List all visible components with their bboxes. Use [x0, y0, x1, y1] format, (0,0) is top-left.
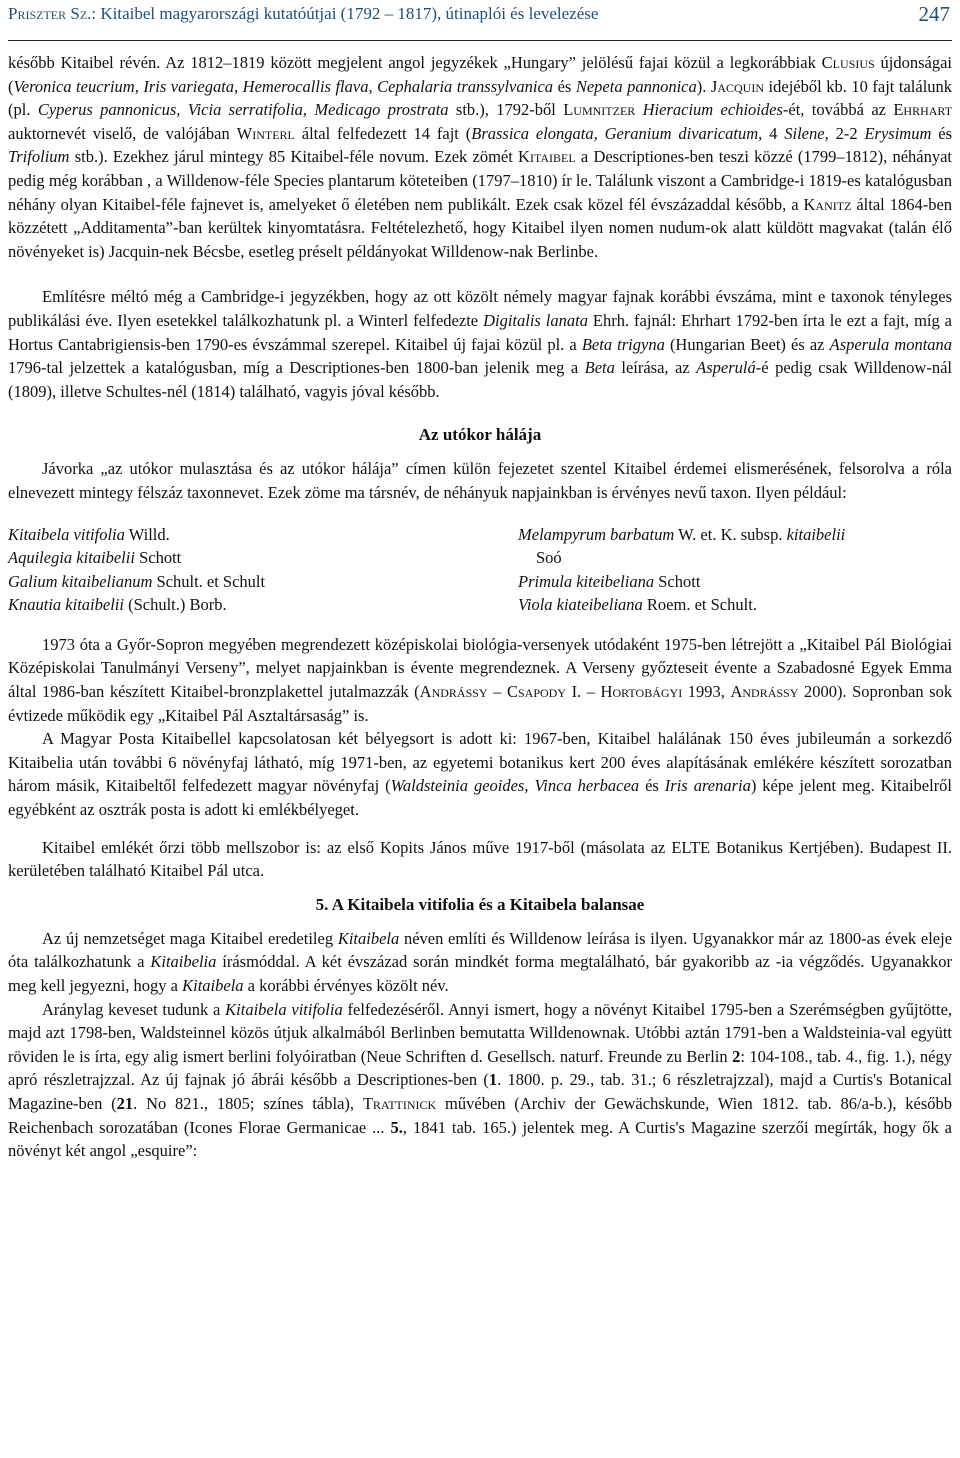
taxon-column-right — [480, 523, 960, 617]
taxon-item: Melampyrum barbatum W. et. K. subsp. kitaibelii — [518, 524, 846, 544]
header-title: Priszter Sz.: Kitaibel magyarországi kutatóútjai (1792 – 1817), útinaplói és levelezése — [8, 4, 599, 23]
taxon-item: Viola kiateibeliana Roem. et Schult. — [518, 595, 757, 615]
taxon-item: Kitaibela vitifolia Willd. — [8, 524, 170, 544]
paragraph-aranylag: Aránylag keveset tudunk a Kitaibela vitifolia felfedezéséről. Annyi ismert, hogy a növényt Kitaibel 1795-ben a Szerémségben gyűjtötte, majd azt 1798-ben, Waldsteinnel közös útjuk alkalmából Berlinben bemutatta Willdenownak. Utóbbi aztán 1791-ben a Waldsteinia-val együtt röviden le is írta, egy alig ismert berlini folyóiratban (Neue Schriften d. Gesellsch. naturf. Freunde zu Berlin 2: 104-108., tab. 4., fig. 1.), négy apró részletrajzzal. Az új fajnak jó ábrái később a Descriptiones-ben (1. 1800. p. 29., tab. 31.; 6 részletrajzzal), majd a Curtis's Botanical Magazine-ben (21. No 821., 1805; színes tábla), Trattinick művében (Archiv der Gewächskunde, Wien 1812. tab. 86/a-b.), később Reichenbach sorozatában (Icones Florae Germanicae ... 5., 1841 tab. 165.) jelentek meg. A Curtis's Magazine szerzői megírták, hogy ők a növényt két angol „esquire”: — [8, 999, 953, 1161]
paragraph-nemzetseg: Az új nemzetséget maga Kitaibel eredetileg Kitaibela néven említi és Willdenow leírása is ilyen. Ugyanakkor már az 1800-as évek eleje óta találkozhatunk a Kitaibelia írásmóddal. A két évszázad során mindkét forma megtalálható, bár gyakoribb az -ia végződés. Ugyanakkor meg kell jegyezni, hogy a Kitaibela a korábbi érvényes közölt név. — [8, 928, 953, 995]
running-header — [8, 0, 952, 41]
taxon-item-author: Soó — [536, 548, 562, 568]
taxon-column-left — [8, 523, 480, 617]
paragraph-posta: A Magyar Posta Kitaibellel kapcsolatosan két bélyegsort is adott ki: 1967-ben, Kitaibel halálának 150 éves jubileumán a sorkezdő Kitaibelia után további 6 növényfaj látható, míg 1971-ben, az egyetemi botanikus kert 200 éves alapításának emlékére készített sorozatban három másik, Kitaibeltől felfedezett magyar növényfaj (Waldsteinia geoides, Vinca herbacea és Iris arenaria) képe jelent meg. Kitaibelről egyébként az osztrák posta is adott ki emlékbélyeget. — [8, 729, 953, 820]
taxon-item: Aquilegia kitaibelii Schott — [8, 548, 182, 568]
paragraph-verseny: 1973 óta a Győr-Sopron megyében megrendezett középiskolai biológia-versenyek utódaként 1975-ben létrejött a „Kitaibel Pál Biológiai Középiskolai Tanulmányi Verseny”, melyet napjainkban is évente megrendeznek. A Verseny győzteseit évente a Szabadosné Egyek Emma által 1986-ban készített Kitaibel-bronzplakettel jutalmazzák (Andrássy – Csapody I. – Hortobágyi 1993, Andrássy 2000). Sopronban sok évtizede működik egy „Kitaibel Pál Asztaltársaság” is. — [8, 634, 953, 725]
taxon-item: Primula kiteibeliana Schott — [518, 571, 701, 591]
paragraph-javorka: Jávorka „az utókor mulasztása és az utókor hálája” címen külön fejezetet szentel Kitaibel érdemei elismerésének, felsorolva a róla elnevezett mintegy félszáz taxonnevet. Ezek zöme ma társnév, de néhányuk napjainkban is érvényes nevű taxon. Ilyen például: — [8, 459, 952, 502]
document-page — [8, 0, 952, 1163]
paragraph-intro: később Kitaibel révén. Az 1812–1819 között megjelent angol jegyzékek „Hungary” jelölésű fajai közül a legkorábbiak Clusius újdonságai (Veronica teucrium, Iris variegata, Hemerocallis flava, Cephalaria transsylvanica és Nepeta pannonica). Jacquin idejéből kb. 10 fajt találunk (pl. Cyperus pannonicus, Vicia serratifolia, Medicago prostrata stb.), 1792-ből Lumnitzer Hieracium echioides-ét, továbbá az Ehrhart auktornevét viselő, de valójában Winterl által felfedezett 14 fajt (Brassica elongata, Geranium divaricatum, 4 Silene, 2-2 Erysimum és Trifolium stb.). Ezekhez járul mintegy 85 Kitaibel-féle novum. Ezek zömét Kitaibel a Descriptiones-ben teszi közzé (1799–1812), néhányat pedig még korábban , a Willdenow-féle Species plantarum köteteiben (1797–1810) ír le. Találunk viszont a Cambridge-i 1819-es katalógusban néhány olyan Kitaibel-féle fajnevet is, amelyeket ő életében nem publikált. Ezek csak közel fél évszázaddal később, a Kanitz által 1864-ben közzétett „Additamenta”-ban kerültek kinyomtatásra. Feltételezhető, hogy Kitaibel ilyen nomen nudum-ok alatt küldött magvakat (talán élő növényeket is) Jacquin-nek Bécsbe, esetleg préselt példányokat Willdenow-nak Berlinbe. — [8, 53, 953, 261]
paragraph-cambridge: Említésre méltó még a Cambridge-i jegyzékben, hogy az ott közölt némely magyar fajnak korábbi évszáma, mint e taxonok tényleges publikálási éve. Ilyen esetekkel találkozhatunk pl. a Winterl felfedezte Digitalis lanata Ehrh. fajnál: Ehrhart 1792-ben írta le ezt a fajt, míg a Hortus Cantabrigiensis-ben 1790-es évszámmal szerepel. Kitaibel új fajai közül pl. a Beta trigyna (Hungarian Beet) és az Asperula montana 1796-tal jelzettek a katalógusban, míg a Descriptiones-ben 1800-ban jelenik meg a Beta leírása, az Asperulá-é pedig csak Willdenow-nál (1809), illetve Schultes-nél (1814) található, vagyis jóval később. — [8, 287, 953, 401]
taxon-name-list — [8, 523, 952, 617]
page-number: 247 — [918, 2, 950, 26]
section-heading-utokor: Az utókor hálája — [418, 425, 542, 445]
section-heading-kitaibela: 5. A Kitaibela vitifolia és a Kitaibela balansae — [315, 894, 645, 914]
paragraph-szobor: Kitaibel emlékét őrzi több mellszobor is: az első Kopits János műve 1917-ből (másolata az ELTE Botanikus Kertjében). Budapest II. kerületében található Kitaibel Pál utca. — [8, 837, 952, 881]
taxon-item: Galium kitaibelianum Schult. et Schult — [8, 571, 266, 591]
taxon-item: Knautia kitaibelii (Schult.) Borb. — [8, 595, 227, 615]
